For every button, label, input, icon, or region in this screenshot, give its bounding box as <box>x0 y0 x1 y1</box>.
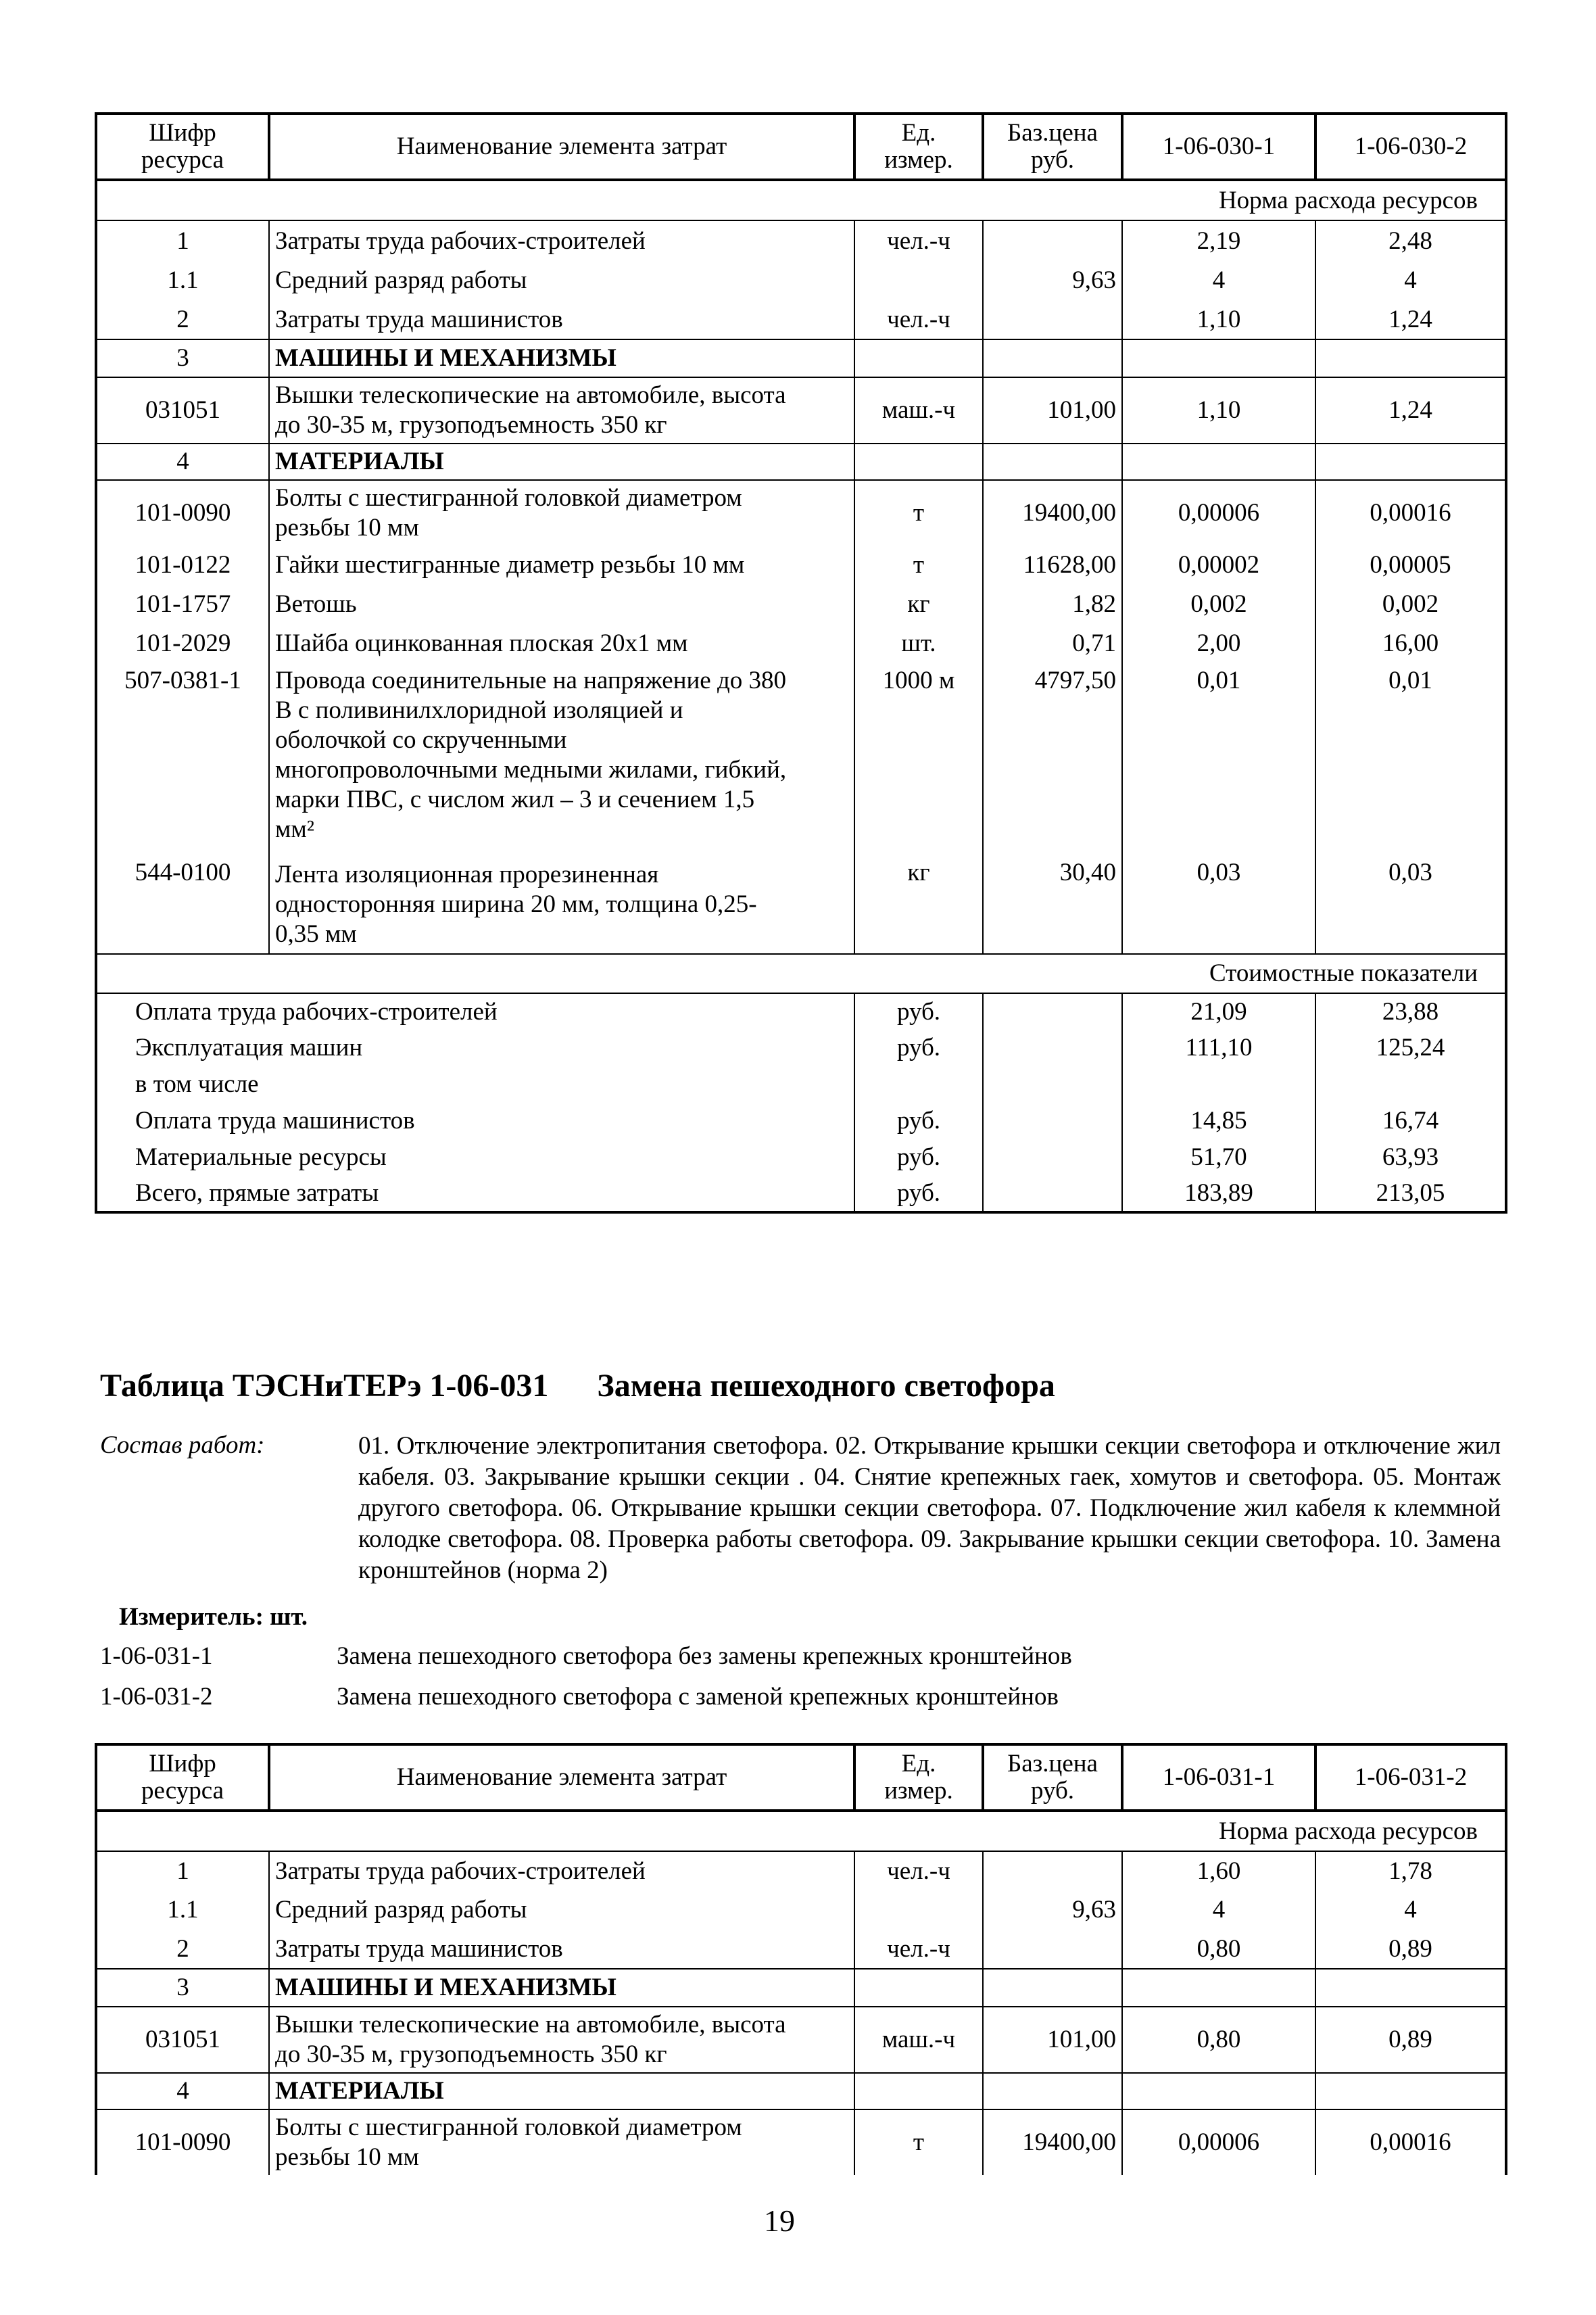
header-col2: 1-06-030-2 <box>1315 114 1506 180</box>
header-name: Наименование элемента затрат <box>269 1744 854 1811</box>
cost-row: Оплата труда машинистов руб. 14,85 16,74 <box>96 1103 1506 1139</box>
table-code: Таблица ТЭСНиТЕРэ 1-06-031 <box>100 1368 549 1404</box>
section-row: 4 МАТЕРИАЛЫ <box>96 2073 1506 2109</box>
resource-table-1 <box>95 112 1507 1214</box>
header-price: Баз.цена руб. <box>983 1744 1122 1811</box>
table-header-row <box>96 114 1506 180</box>
section-row: 4 МАТЕРИАЛЫ <box>96 444 1506 480</box>
cost-row: Материальные ресурсы руб. 51,70 63,93 <box>96 1139 1506 1176</box>
table-row: 101-2029 Шайба оцинкованная плоская 20х1 мм шт. 0,71 2,00 16,00 <box>96 624 1506 663</box>
header-name: Наименование элемента затрат <box>269 114 854 180</box>
table-row: 101-0122 Гайки шестигранные диаметр резьбы 10 мм т 11628,00 0,00002 0,00005 <box>96 546 1506 585</box>
variant-code: 1-06-031-1 <box>100 1642 213 1670</box>
header-col1: 1-06-031-1 <box>1122 1744 1315 1811</box>
norm-header-row <box>96 1811 1506 1851</box>
cost-row: в том числе <box>96 1066 1506 1103</box>
variant-code: 1-06-031-2 <box>100 1683 213 1711</box>
sostav-text: 01. Отключение электропитания светофора. 02. Открывание крышки секции светофора и отключение жил кабеля. 03. Закрывание крышки секции . 04. Снятие крепежных гаек, хомутов и светофора. 05. Монтаж другого светофора. 06. Открывание крышки секции светофора. 07. Подключение жил кабеля к клеммной колодке светофора. 08. Проверка работы светофора. 09. Закрывание крышки секции светофора. 10. Замена кронштейнов (норма 2) <box>358 1432 1501 1584</box>
table-name: Замена пешеходного светофора <box>597 1368 1055 1404</box>
cost-header-row <box>96 954 1506 993</box>
table-header-row <box>96 1744 1506 1811</box>
header-unit: Ед. измер. <box>854 114 983 180</box>
variant-text: Замена пешеходного светофора без замены крепежных кронштейнов <box>337 1642 1072 1670</box>
cost-row-total: Всего, прямые затраты руб. 183,89 213,05 <box>96 1176 1506 1212</box>
cost-header: Стоимостные показатели <box>96 954 1506 993</box>
header-col1: 1-06-030-1 <box>1122 114 1315 180</box>
header-price: Баз.цена руб. <box>983 114 1122 180</box>
page-number: 19 <box>764 2203 795 2238</box>
norm-header: Норма расхода ресурсов <box>96 180 1506 220</box>
table-row: 1 Затраты труда рабочих-строителей чел.-ч 1,60 1,78 <box>96 1851 1506 1890</box>
resource-table-2 <box>95 1743 1507 2175</box>
header-code: Шифр ресурса <box>96 1744 269 1811</box>
norm-header-row <box>96 180 1506 220</box>
table-title <box>100 1367 1055 1404</box>
section-title: МАТЕРИАЛЫ <box>275 2077 444 2105</box>
table-row: 031051 Вышки телескопические на автомобиле, высота до 30-35 м, грузоподъемность 350 кг маш.-ч 101,00 1,10 1,24 <box>96 377 1506 444</box>
table-row: 1.1 Средний разряд работы 9,63 4 4 <box>96 261 1506 300</box>
measure-unit: Измеритель: шт. <box>119 1603 308 1631</box>
table-row: 101-0090 Болты с шестигранной головкой диаметром резьбы 10 мм т 19400,00 0,00006 0,00016 <box>96 480 1506 546</box>
variant-text: Замена пешеходного светофора с заменой крепежных кронштейнов <box>337 1683 1059 1711</box>
table-row: 2 Затраты труда машинистов чел.-ч 0,80 0,89 <box>96 1930 1506 1969</box>
section-title: МАТЕРИАЛЫ <box>275 448 444 475</box>
sostav-label: Состав работ: <box>100 1431 265 1459</box>
section-title: МАШИНЫ И МЕХАНИЗМЫ <box>275 1974 616 2001</box>
variant-row <box>100 1682 1059 1711</box>
cost-row: Оплата труда рабочих-строителей руб. 21,09 23,88 <box>96 993 1506 1030</box>
section-row: 3 МАШИНЫ И МЕХАНИЗМЫ <box>96 1969 1506 2007</box>
header-col2: 1-06-031-2 <box>1315 1744 1506 1811</box>
header-unit: Ед. измер. <box>854 1744 983 1811</box>
table-row: 031051 Вышки телескопические на автомобиле, высота до 30-35 м, грузоподъемность 350 кг маш.-ч 101,00 0,80 0,89 <box>96 2007 1506 2073</box>
table-row: 101-1757 Ветошь кг 1,82 0,002 0,002 <box>96 585 1506 624</box>
norm-header: Норма расхода ресурсов <box>96 1811 1506 1851</box>
cost-row: Эксплуатация машин руб. 111,10 125,24 <box>96 1030 1506 1066</box>
table-row: 101-0090 Болты с шестигранной головкой диаметром резьбы 10 мм т 19400,00 0,00006 0,00016 <box>96 2109 1506 2175</box>
table-row: 544-0100 Лента изоляционная прорезиненная односторонняя ширина 20 мм, толщина 0,25- 0,35 мм кг 30,40 0,03 0,03 <box>96 855 1506 954</box>
table-row: 2 Затраты труда машинистов чел.-ч 1,10 1,24 <box>96 300 1506 339</box>
table-row: 507-0381-1 Провода соединительные на напряжение до 380 В с поливинилхлоридной изоляцией и оболочкой со скрученными многопроволочными медными жилами, гибкий, марки ПВС, с числом жил – 3 и сечением 1,5 мм² 1000 м 4797,50 0,01 0,01 <box>96 663 1506 855</box>
variant-row <box>100 1642 1072 1671</box>
section-title: МАШИНЫ И МЕХАНИЗМЫ <box>275 344 616 372</box>
table-row: 1 Затраты труда рабочих-строителей чел.-ч 2,19 2,48 <box>96 220 1506 261</box>
section-row: 3 МАШИНЫ И МЕХАНИЗМЫ <box>96 339 1506 377</box>
header-code: Шифр ресурса <box>96 114 269 180</box>
table-row: 1.1 Средний разряд работы 9,63 4 4 <box>96 1890 1506 1930</box>
